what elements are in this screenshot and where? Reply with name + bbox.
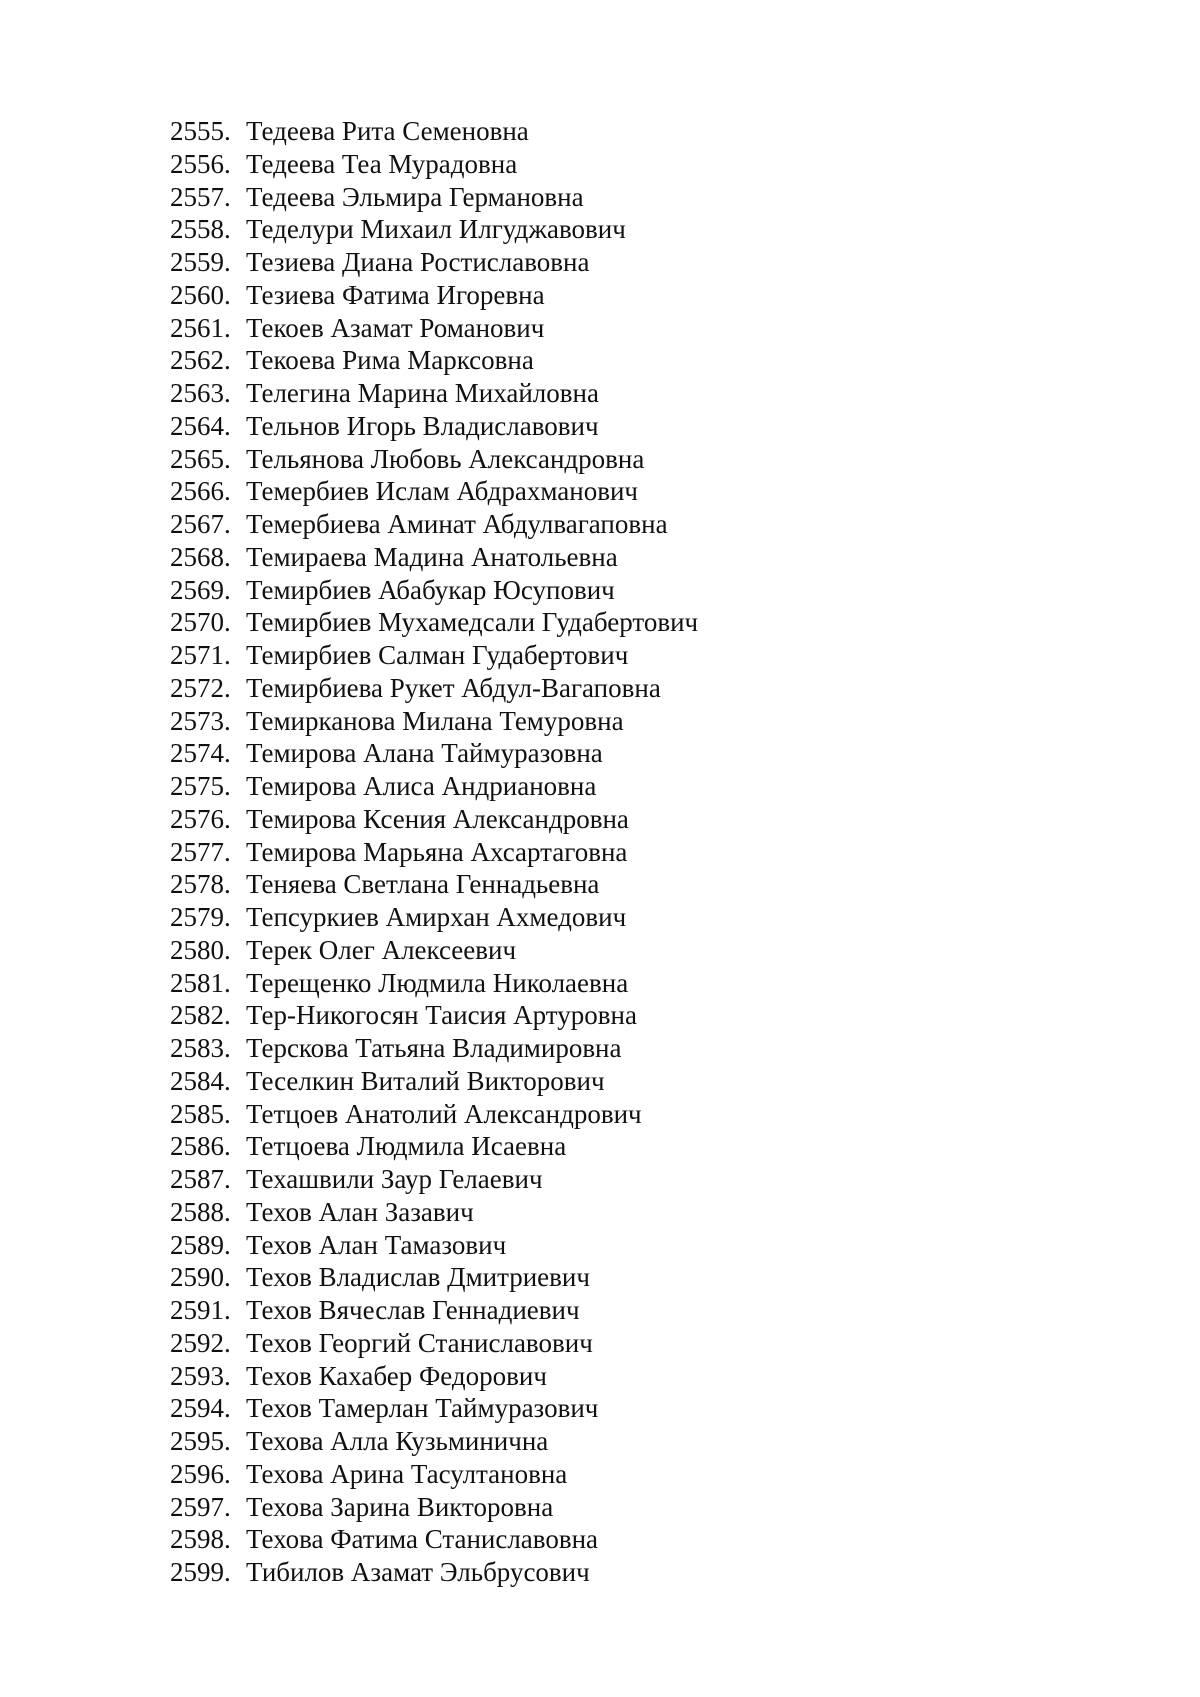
item-number: 2563.	[170, 378, 231, 408]
item-number: 2579.	[170, 902, 231, 932]
list-item	[170, 475, 698, 508]
item-number: 2566.	[170, 476, 231, 507]
item-number: 2599.	[170, 1557, 231, 1587]
list-item	[170, 1229, 698, 1262]
list-item	[170, 541, 698, 574]
item-name: Терскова Татьяна Владимировна	[246, 1033, 622, 1063]
item-name: Техов Георгий Станиславович	[246, 1327, 593, 1358]
item-number: 2576.	[170, 803, 231, 834]
item-name: Тер-Никогосян Таисия Артуровна	[246, 1000, 637, 1031]
list-item	[170, 213, 698, 246]
item-number: 2596.	[170, 1458, 231, 1489]
item-name: Темирбиев Мухамедсали Гудабертович	[246, 607, 699, 638]
item-name: Темирбиев Абабукар Юсупович	[246, 574, 615, 605]
list-item	[170, 1130, 698, 1163]
item-number: 2587.	[170, 1164, 231, 1194]
list-item	[170, 1098, 698, 1131]
item-name: Темирова Ксения Александровна	[246, 803, 629, 834]
item-name: Тельнов Игорь Владиславович	[246, 410, 599, 441]
item-number: 2586.	[170, 1131, 231, 1162]
item-number: 2572.	[170, 672, 231, 703]
item-number: 2593.	[170, 1360, 231, 1391]
item-number: 2568.	[170, 541, 231, 572]
item-number: 2577.	[170, 836, 231, 867]
list-item	[170, 377, 698, 410]
item-name: Теселкин Виталий Викторович	[246, 1065, 605, 1096]
item-number: 2557.	[170, 181, 231, 212]
list-item	[170, 344, 698, 377]
item-number: 2567.	[170, 509, 231, 539]
item-number: 2558.	[170, 214, 231, 245]
list-item	[170, 574, 698, 607]
item-name: Тельянова Любовь Александровна	[246, 443, 645, 474]
item-number: 2595.	[170, 1426, 231, 1456]
list-item	[170, 443, 698, 476]
item-number: 2574.	[170, 738, 231, 769]
item-name: Тедеева Эльмира Германовна	[246, 181, 584, 212]
item-name: Темираева Мадина Анатольевна	[246, 541, 618, 572]
list-item	[170, 246, 698, 279]
list-item	[170, 1196, 698, 1229]
item-name: Терек Олег Алексеевич	[246, 934, 517, 965]
item-number: 2571.	[170, 640, 231, 670]
item-number: 2582.	[170, 1000, 231, 1031]
item-name: Техов Тамерлан Таймуразович	[246, 1393, 599, 1424]
list-item	[170, 1032, 698, 1065]
item-name: Техов Владислав Дмитриевич	[246, 1262, 590, 1293]
item-name: Техова Алла Кузьминична	[246, 1426, 549, 1456]
item-name: Техов Алан Зазавич	[246, 1196, 474, 1227]
list-item	[170, 410, 698, 443]
item-number: 2597.	[170, 1491, 231, 1522]
list-item	[170, 672, 698, 705]
list-item	[170, 181, 698, 214]
item-name: Тетцоева Людмила Исаевна	[246, 1131, 567, 1162]
list-item	[170, 770, 698, 803]
name-list	[170, 115, 698, 1589]
item-name: Теняева Светлана Геннадьевна	[246, 869, 600, 900]
item-number: 2594.	[170, 1393, 231, 1424]
item-name: Техова Зарина Викторовна	[246, 1491, 554, 1522]
item-number: 2569.	[170, 574, 231, 605]
item-name: Тедеева Рита Семеновна	[246, 116, 529, 146]
list-item	[170, 1523, 698, 1556]
item-name: Тетцоев Анатолий Александрович	[246, 1098, 642, 1129]
item-name: Тедеева Теа Мурадовна	[246, 148, 518, 179]
item-number: 2575.	[170, 771, 231, 801]
list-item	[170, 115, 698, 148]
list-item	[170, 1556, 698, 1589]
list-item	[170, 1392, 698, 1425]
item-name: Терещенко Людмила Николаевна	[246, 967, 629, 998]
list-item	[170, 1294, 698, 1327]
item-name: Темирбиева Рукет Абдул-Вагаповна	[246, 672, 661, 703]
list-item	[170, 1065, 698, 1098]
list-item	[170, 606, 698, 639]
item-number: 2598.	[170, 1524, 231, 1555]
list-item	[170, 1261, 698, 1294]
item-name: Техов Вячеслав Геннадиевич	[246, 1295, 580, 1325]
list-item	[170, 1458, 698, 1491]
item-number: 2590.	[170, 1262, 231, 1293]
item-name: Темербиев Ислам Абдрахманович	[246, 476, 638, 507]
item-number: 2565.	[170, 443, 231, 474]
item-number: 2585.	[170, 1098, 231, 1129]
item-name: Телегина Марина Михайловна	[246, 378, 599, 408]
item-name: Темирова Алиса Андриановна	[246, 771, 597, 801]
item-number: 2584.	[170, 1065, 231, 1096]
item-name: Темирова Алана Таймуразовна	[246, 738, 603, 769]
item-number: 2592.	[170, 1327, 231, 1358]
item-name: Техов Кахабер Федорович	[246, 1360, 547, 1391]
item-number: 2561.	[170, 312, 231, 343]
list-item	[170, 705, 698, 738]
item-name: Техов Алан Тамазович	[246, 1229, 507, 1260]
list-item	[170, 967, 698, 1000]
list-item	[170, 901, 698, 934]
list-item	[170, 279, 698, 312]
item-number: 2589.	[170, 1229, 231, 1260]
list-item	[170, 1360, 698, 1393]
item-name: Тезиева Диана Ростиславовна	[246, 247, 590, 277]
list-item	[170, 836, 698, 869]
item-number: 2588.	[170, 1196, 231, 1227]
item-name: Темирканова Милана Темуровна	[246, 705, 624, 736]
item-number: 2564.	[170, 410, 231, 441]
list-item	[170, 1327, 698, 1360]
item-name: Техашвили Заур Гелаевич	[246, 1164, 543, 1194]
item-name: Теделури Михаил Илгуджавович	[246, 214, 626, 245]
item-number: 2570.	[170, 607, 231, 638]
item-number: 2559.	[170, 247, 231, 277]
item-name: Техова Фатима Станиславовна	[246, 1524, 599, 1555]
item-name: Тепсуркиев Амирхан Ахмедович	[246, 902, 627, 932]
list-item	[170, 999, 698, 1032]
item-number: 2580.	[170, 934, 231, 965]
item-number: 2555.	[170, 116, 231, 146]
list-item	[170, 934, 698, 967]
item-number: 2578.	[170, 869, 231, 900]
item-number: 2581.	[170, 967, 231, 998]
item-name: Текоева Рима Марксовна	[246, 345, 534, 376]
item-name: Темирбиев Салман Гудабертович	[246, 640, 629, 670]
item-number: 2583.	[170, 1033, 231, 1063]
list-item	[170, 148, 698, 181]
item-name: Текоев Азамат Романович	[246, 312, 545, 343]
list-item	[170, 312, 698, 345]
list-item	[170, 1163, 698, 1196]
item-name: Темербиева Аминат Абдулвагаповна	[246, 509, 668, 539]
item-number: 2560.	[170, 279, 231, 310]
item-name: Тибилов Азамат Эльбрусович	[246, 1557, 590, 1587]
list-item	[170, 737, 698, 770]
item-name: Тезиева Фатима Игоревна	[246, 279, 545, 310]
list-item	[170, 639, 698, 672]
list-item	[170, 803, 698, 836]
item-number: 2556.	[170, 148, 231, 179]
item-number: 2573.	[170, 705, 231, 736]
list-item	[170, 868, 698, 901]
item-name: Техова Арина Тасултановна	[246, 1458, 568, 1489]
list-item	[170, 1491, 698, 1524]
list-item	[170, 508, 698, 541]
list-item	[170, 1425, 698, 1458]
item-number: 2591.	[170, 1295, 231, 1325]
item-number: 2562.	[170, 345, 231, 376]
item-name: Темирова Марьяна Ахсартаговна	[246, 836, 628, 867]
